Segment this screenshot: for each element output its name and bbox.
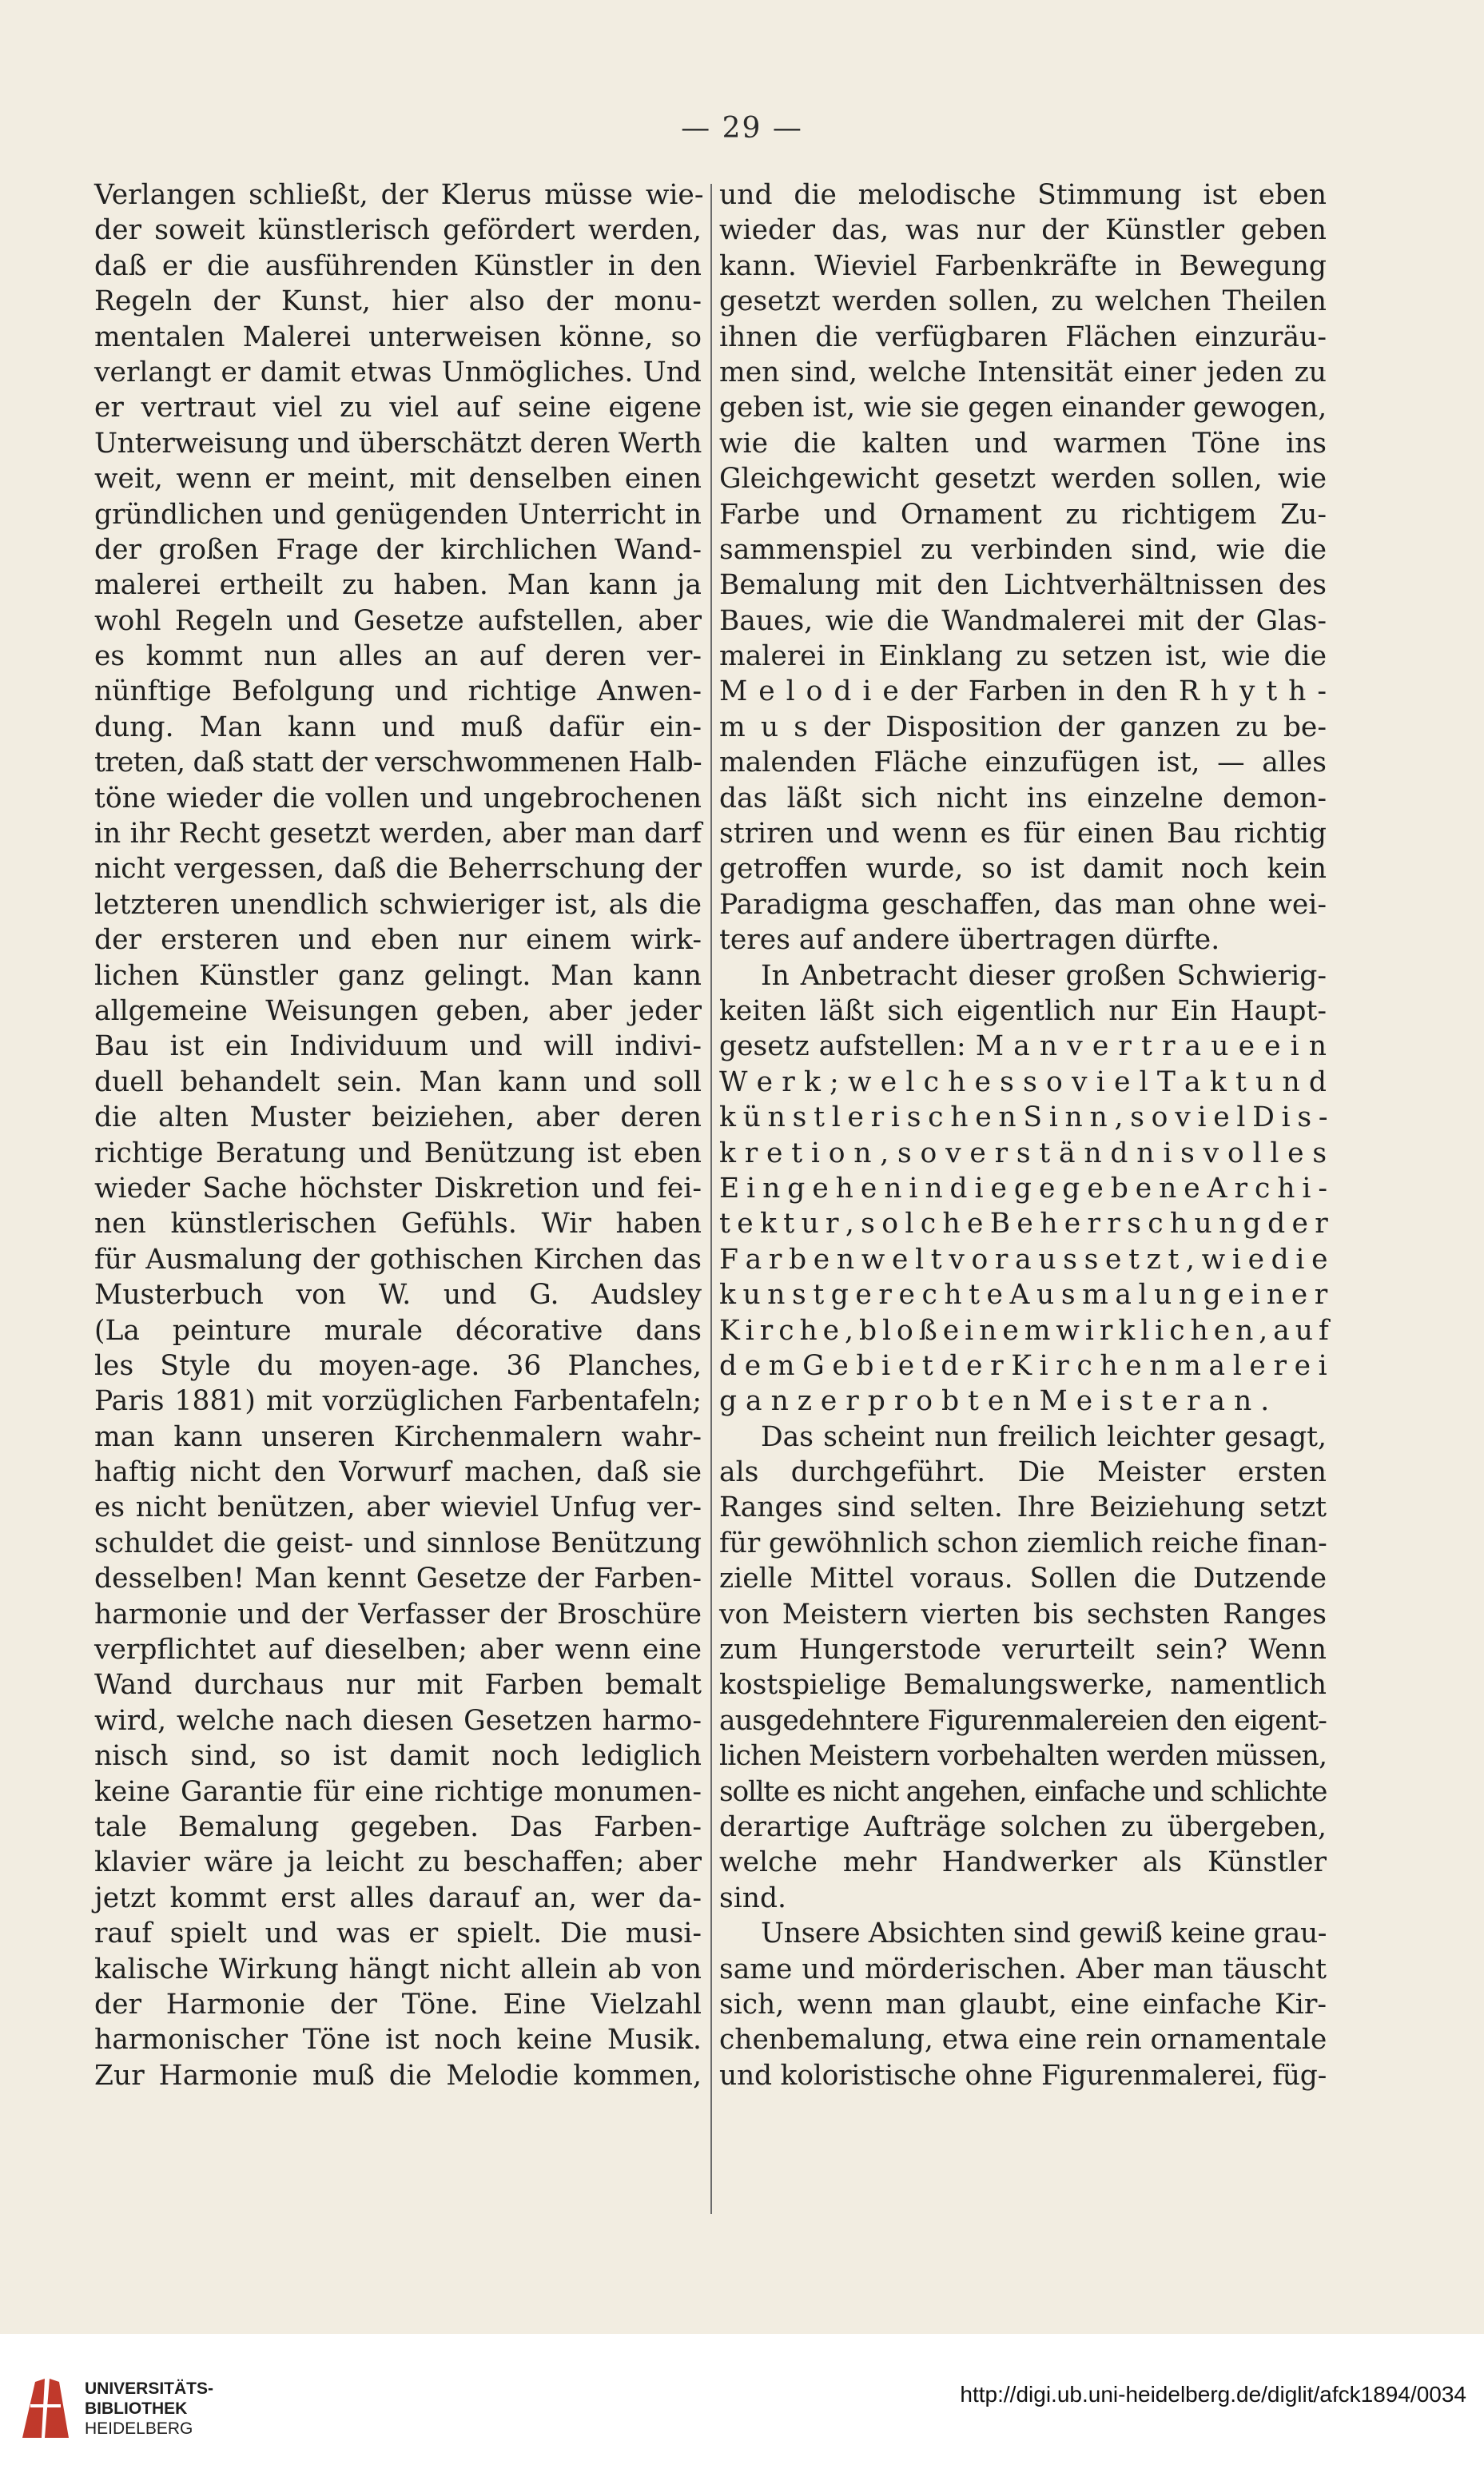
logo-line-1: UNIVERSITÄTS- bbox=[85, 2379, 214, 2398]
text-line: geben ist, wie sie gegen einander gewogen, bbox=[719, 392, 1327, 424]
text-line: dung. Man kann und muß dafür ein- bbox=[94, 711, 702, 743]
text-line: sollte es nicht angehen, einfache und schlichte bbox=[719, 1775, 1327, 1808]
text-line: K i r c h e , b l o ß e i n e m w i r k l i c h e n , a u f bbox=[719, 1314, 1327, 1347]
text-line: malenden Fläche einzufügen ist, — alles bbox=[719, 747, 1327, 779]
text-line: rauf spielt und was er spielt. Die musi- bbox=[94, 1917, 702, 1950]
text-line: zielle Mittel voraus. Sollen die Dutzende bbox=[719, 1563, 1327, 1595]
text-line: mentalen Malerei unterweisen könne, so bbox=[94, 321, 702, 353]
text-line: desselben! Man kennt Gesetze der Farben- bbox=[94, 1563, 702, 1595]
text-line: nen künstlerischen Gefühls. Wir haben bbox=[94, 1208, 702, 1240]
text-line: W e r k ; w e l c h e s s o v i e l T a k t u n d bbox=[719, 1065, 1327, 1098]
text-line: für Ausmalung der gothischen Kirchen das bbox=[94, 1243, 702, 1276]
text-line: k r e t i o n , s o v e r s t ä n d n i s v o l l e s bbox=[719, 1137, 1327, 1169]
text-line: wieder Sache höchster Diskretion und fei- bbox=[94, 1172, 702, 1205]
text-line: kann. Wieviel Farbenkräfte in Bewegung bbox=[719, 249, 1327, 282]
text-line: E i n g e h e n i n d i e g e g e b e n e A r c h i - bbox=[719, 1172, 1327, 1205]
logo-line-2: BIBLIOTHEK bbox=[85, 2399, 188, 2418]
text-line: Paris 1881) mit vorzüglichen Farbentafeln; bbox=[94, 1385, 702, 1418]
text-line: welche mehr Handwerker als Künstler bbox=[719, 1846, 1327, 1879]
text-line: für gewöhnlich schon ziemlich reiche finan- bbox=[719, 1527, 1327, 1559]
text-line: Regeln der Kunst, hier also der monu- bbox=[94, 285, 702, 318]
text-line: harmonischer Töne ist noch keine Musik. bbox=[94, 2024, 702, 2057]
text-line: der soweit künstlerisch gefördert werden, bbox=[94, 214, 702, 247]
text-line: klavier wäre ja leicht zu beschaffen; aber bbox=[94, 1846, 702, 1879]
text-line: malerei in Einklang zu setzen ist, wie die bbox=[719, 640, 1327, 673]
text-line: g a n z e r p r o b t e n M e i s t e r a n . bbox=[719, 1385, 1270, 1418]
text-line: les Style du moyen-age. 36 Planches, bbox=[94, 1349, 702, 1382]
text-line: wird, welche nach diesen Gesetzen harmo- bbox=[94, 1704, 702, 1737]
text-line: sind. bbox=[719, 1882, 787, 1914]
text-line: duell behandelt sein. Man kann und soll bbox=[94, 1065, 702, 1098]
source-url-link[interactable]: http://digi.ub.uni-heidelberg.de/diglit/afck1894/0034 bbox=[960, 2382, 1466, 2407]
text-line: Gleichgewicht gesetzt werden sollen, wie bbox=[719, 463, 1327, 496]
text-line: chenbemalung, etwa eine rein ornamentale bbox=[719, 2024, 1327, 2057]
text-line: jetzt kommt erst alles darauf an, wer da- bbox=[94, 1882, 702, 1914]
text-line: daß er die ausführenden Künstler in den bbox=[94, 249, 702, 282]
text-line: letzteren unendlich schwieriger ist, als die bbox=[94, 888, 702, 921]
text-line: lichen Künstler ganz gelingt. Man kann bbox=[94, 959, 702, 992]
text-line: keiten läßt sich eigentlich nur Ein Haupt- bbox=[719, 994, 1327, 1027]
text-line: Bemalung mit den Lichtverhältnissen des bbox=[719, 569, 1327, 602]
text-line: ihnen die verfügbaren Flächen einzuräu- bbox=[719, 321, 1327, 353]
text-line: wohl Regeln und Gesetze aufstellen, aber bbox=[94, 604, 702, 637]
text-line: sammenspiel zu verbinden sind, wie die bbox=[719, 533, 1327, 566]
text-line: als durchgeführt. Die Meister ersten bbox=[719, 1456, 1327, 1489]
right-text-column bbox=[719, 177, 1327, 2093]
text-line: Wand durchaus nur mit Farben bemalt bbox=[94, 1669, 702, 1702]
text-line: schuldet die geist- und sinnlose Benützung bbox=[94, 1527, 702, 1559]
text-line: In Anbetracht dieser großen Schwierig- bbox=[761, 959, 1327, 992]
text-line: keine Garantie für eine richtige monumen- bbox=[94, 1775, 702, 1808]
text-line: haftig nicht den Vorwurf machen, daß sie bbox=[94, 1456, 702, 1489]
text-line: das läßt sich nicht ins einzelne demon- bbox=[719, 782, 1327, 814]
text-line: gesetzt werden sollen, zu welchen Theilen bbox=[719, 285, 1327, 318]
text-line: d e m G e b i e t d e r K i r c h e n m a l e r e i bbox=[719, 1349, 1327, 1382]
text-line: Baues, wie die Wandmalerei mit der Glas- bbox=[719, 604, 1327, 637]
text-line: von Meistern vierten bis sechsten Ranges bbox=[719, 1598, 1327, 1631]
text-line: verpflichtet auf dieselben; aber wenn eine bbox=[94, 1634, 702, 1667]
text-line: (La peinture murale décorative dans bbox=[94, 1314, 702, 1347]
text-line: Verlangen schließt, der Klerus müsse wie- bbox=[94, 179, 702, 211]
text-line: getroffen wurde, so ist damit noch kein bbox=[719, 853, 1327, 886]
text-line: Das scheint nun freilich leichter gesagt, bbox=[761, 1420, 1327, 1453]
text-line: derartige Aufträge solchen zu übergeben, bbox=[719, 1810, 1327, 1843]
text-line: M e l o d i e der Farben in den R h y t h - bbox=[719, 675, 1327, 708]
text-line: Unterweisung und überschätzt deren Werth bbox=[94, 427, 702, 460]
text-line: Unsere Absichten sind gewiß keine grau- bbox=[761, 1917, 1327, 1950]
text-line: es kommt nun alles an auf deren ver- bbox=[94, 640, 702, 673]
left-text-column bbox=[94, 177, 702, 2093]
text-line: verlangt er damit etwas Unmögliches. Und bbox=[94, 356, 702, 388]
university-seal-icon bbox=[18, 2374, 74, 2443]
text-line: der großen Frage der kirchlichen Wand- bbox=[94, 533, 702, 566]
text-line: sich, wenn man glaubt, eine einfache Kir- bbox=[719, 1988, 1327, 2021]
text-line: teres auf andere übertragen dürfte. bbox=[719, 924, 1220, 957]
text-line: man kann unseren Kirchenmalern wahr- bbox=[94, 1420, 702, 1453]
text-line: men sind, welche Intensität einer jeden zu bbox=[719, 356, 1327, 388]
text-line: nünftige Befolgung und richtige Anwen- bbox=[94, 675, 702, 708]
column-divider bbox=[710, 184, 712, 2214]
text-line: treten, daß statt der verschwommenen Halb- bbox=[94, 747, 702, 779]
footer bbox=[0, 2334, 1484, 2465]
text-line: t e k t u r , s o l c h e B e h e r r s c h u n g d e r bbox=[719, 1208, 1327, 1240]
text-line: striren und wenn es für einen Bau richtig bbox=[719, 818, 1327, 850]
text-line: Farbe und Ornament zu richtigem Zu- bbox=[719, 498, 1327, 531]
text-line: und die melodische Stimmung ist eben bbox=[719, 179, 1327, 211]
text-line: er vertraut viel zu viel auf seine eigene bbox=[94, 392, 702, 424]
text-line: wie die kalten und warmen Töne ins bbox=[719, 427, 1327, 460]
text-line: töne wieder die vollen und ungebrochenen bbox=[94, 782, 702, 814]
text-line: gesetz aufstellen: M a n v e r t r a u e e i n bbox=[719, 1030, 1327, 1063]
text-line: Zur Harmonie muß die Melodie kommen, bbox=[94, 2059, 702, 2092]
text-line: m u s der Disposition der ganzen zu be- bbox=[719, 711, 1327, 743]
text-line: weit, wenn er meint, mit denselben einen bbox=[94, 463, 702, 496]
text-line: kostspielige Bemalungswerke, namentlich bbox=[719, 1669, 1327, 1702]
text-line: Paradigma geschaffen, das man ohne wei- bbox=[719, 888, 1327, 921]
page-number: — 29 — bbox=[681, 112, 803, 145]
text-line: die alten Muster beiziehen, aber deren bbox=[94, 1101, 702, 1134]
text-line: allgemeine Weisungen geben, aber jeder bbox=[94, 994, 702, 1027]
library-logo-text bbox=[85, 2379, 213, 2439]
text-line: es nicht benützen, aber wieviel Unfug ver- bbox=[94, 1491, 702, 1524]
logo-line-3: HEIDELBERG bbox=[85, 2419, 193, 2438]
text-line: Bau ist ein Individuum und will indivi- bbox=[94, 1030, 702, 1063]
text-line: ausgedehntere Figurenmalereien den eigent- bbox=[719, 1704, 1327, 1737]
text-line: k ü n s t l e r i s c h e n S i n n , s o v i e l D i s - bbox=[719, 1101, 1327, 1134]
text-line: same und mörderischen. Aber man täuscht bbox=[719, 1953, 1327, 1985]
text-line: tale Bemalung gegeben. Das Farben- bbox=[94, 1810, 702, 1843]
text-line: der ersteren und eben nur einem wirk- bbox=[94, 924, 702, 957]
text-line: nisch sind, so ist damit noch lediglich bbox=[94, 1740, 702, 1773]
text-line: zum Hungerstode verurteilt sein? Wenn bbox=[719, 1634, 1327, 1667]
text-line: malerei ertheilt zu haben. Man kann ja bbox=[94, 569, 702, 602]
text-line: der Harmonie der Töne. Eine Vielzahl bbox=[94, 1988, 702, 2021]
text-line: und koloristische ohne Figurenmalerei, füg- bbox=[719, 2059, 1327, 2092]
text-line: Ranges sind selten. Ihre Beiziehung setzt bbox=[719, 1491, 1327, 1524]
text-line: richtige Beratung und Benützung ist eben bbox=[94, 1137, 702, 1169]
text-line: Musterbuch von W. und G. Audsley bbox=[94, 1279, 702, 1312]
text-line: wieder das, was nur der Künstler geben bbox=[719, 214, 1327, 247]
text-line: harmonie und der Verfasser der Broschüre bbox=[94, 1598, 702, 1631]
text-line: nicht vergessen, daß die Beherrschung der bbox=[94, 853, 702, 886]
text-line: kalische Wirkung hängt nicht allein ab von bbox=[94, 1953, 702, 1985]
text-line: in ihr Recht gesetzt werden, aber man darf bbox=[94, 818, 702, 850]
text-line: k u n s t g e r e c h t e A u s m a l u n g e i n e r bbox=[719, 1279, 1327, 1312]
text-line: gründlichen und genügenden Unterricht in bbox=[94, 498, 702, 531]
text-line: lichen Meistern vorbehalten werden müssen, bbox=[719, 1740, 1327, 1773]
text-line: F a r b e n w e l t v o r a u s s e t z t , w i e d i e bbox=[719, 1243, 1327, 1276]
